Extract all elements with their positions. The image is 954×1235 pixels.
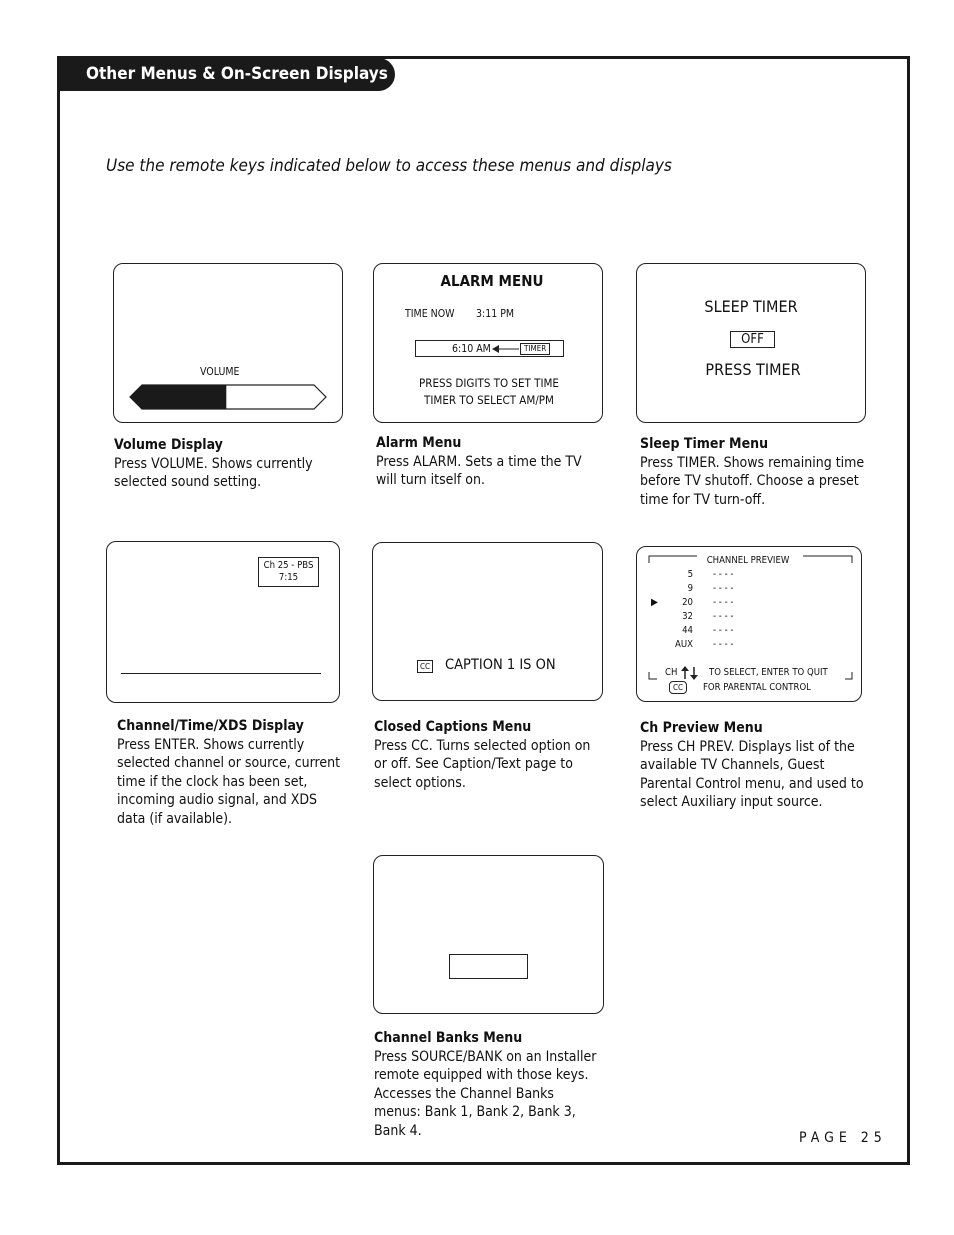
- alarm-time-now-value: 3:11 PM: [476, 308, 515, 320]
- banks-caption-title: Channel Banks Menu: [374, 1030, 523, 1046]
- captions-screen: [372, 542, 603, 701]
- alarm-time-value: 6:10 AM: [452, 343, 491, 355]
- preview-caption-title: Ch Preview Menu: [640, 720, 763, 736]
- up-down-arrows-icon: [679, 666, 701, 680]
- channel-display-caption-body: Press ENTER. Shows currently selected channel or source, current time if the clock has been set, incoming audio signal, and XDS data (if available).: [117, 736, 341, 827]
- sleep-caption: [640, 435, 870, 509]
- alarm-time-now-label: TIME NOW: [405, 308, 455, 320]
- channel-display-caption: [117, 717, 347, 829]
- alarm-hint-2: TIMER TO SELECT AM/PM: [424, 393, 554, 407]
- channel-info-line-2: 7:15: [278, 571, 299, 583]
- banks-screen: [373, 855, 604, 1014]
- selection-arrow-icon: ▶: [651, 597, 658, 608]
- sleep-footer: PRESS TIMER: [705, 360, 801, 379]
- banks-caption: [374, 1029, 604, 1141]
- preview-channel-number: 5: [687, 569, 693, 580]
- preview-ch-label: CH: [665, 667, 678, 678]
- list-item[interactable]: [637, 638, 863, 652]
- preview-screen: [636, 546, 862, 702]
- volume-caption-body: Press VOLUME. Shows currently selected sound setting.: [114, 455, 313, 491]
- volume-bar: [128, 383, 328, 413]
- alarm-caption-body: Press ALARM. Sets a time the TV will turn itself on.: [376, 453, 582, 489]
- volume-caption: [114, 436, 339, 492]
- preview-channel-list: [637, 568, 863, 652]
- alarm-timer-tag: TIMER: [520, 343, 550, 355]
- sleep-value-box: OFF: [730, 331, 775, 348]
- banks-caption-body: Press SOURCE/BANK on an Installer remote equipped with those keys. Accesses the Channel Banks menus: Bank 1, Bank 2, Bank 3, Bank 4.: [374, 1048, 597, 1139]
- cc-icon: CC: [417, 660, 433, 673]
- alarm-hint-1: PRESS DIGITS TO SET TIME: [419, 376, 559, 390]
- volume-screen: [113, 263, 343, 423]
- channel-info-line-1: Ch 25 - PBS: [263, 560, 314, 571]
- sleep-screen: [636, 263, 866, 423]
- preview-channel-number: 20: [682, 597, 693, 608]
- preview-channel-number: 9: [687, 583, 693, 594]
- volume-caption-title: Volume Display: [114, 437, 223, 453]
- xds-line: [121, 673, 321, 674]
- list-item[interactable]: [637, 624, 863, 638]
- alarm-screen: [373, 263, 603, 423]
- preview-channel-number: 32: [682, 611, 693, 622]
- alarm-caption: [376, 434, 601, 490]
- alarm-caption-title: Alarm Menu: [376, 435, 462, 451]
- preview-channel-number: 44: [682, 625, 693, 636]
- sleep-caption-body: Press TIMER. Shows remaining time before TV shutoff. Choose a preset time for TV turn-off.: [640, 454, 865, 508]
- volume-label: VOLUME: [200, 366, 240, 378]
- preview-caption: [640, 719, 872, 812]
- captions-caption-body: Press CC. Turns selected option on or off. See Caption/Text page to select options.: [374, 737, 591, 791]
- banks-box: [449, 954, 528, 979]
- channel-info-box: [258, 557, 319, 587]
- preview-caption-body: Press CH PREV. Displays list of the available TV Channels, Guest Parental Control menu, and used to select Auxiliary input source.: [640, 738, 864, 811]
- intro-text: Use the remote keys indicated below to access these menus and displays: [106, 156, 672, 176]
- section-header: Other Menus & On-Screen Displays: [57, 58, 395, 91]
- sleep-screen-title: SLEEP TIMER: [704, 297, 798, 316]
- cc-icon: CC: [669, 681, 687, 694]
- preview-channel-name: - - - -: [713, 569, 734, 580]
- preview-channel-number: AUX: [675, 639, 693, 650]
- captions-caption: [374, 718, 604, 792]
- preview-channel-name: - - - -: [713, 597, 734, 608]
- preview-channel-name: - - - -: [713, 583, 734, 594]
- list-item[interactable]: [637, 596, 863, 610]
- captions-caption-title: Closed Captions Menu: [374, 719, 532, 735]
- sleep-caption-title: Sleep Timer Menu: [640, 436, 769, 452]
- preview-title: CHANNEL PREVIEW: [706, 555, 790, 566]
- preview-channel-name: - - - -: [713, 625, 734, 636]
- preview-hint-2: FOR PARENTAL CONTROL: [703, 682, 811, 693]
- list-item[interactable]: [637, 610, 863, 624]
- arrow-left-icon: [491, 343, 521, 355]
- caption-status-text: CAPTION 1 IS ON: [445, 657, 556, 673]
- list-item[interactable]: [637, 582, 863, 596]
- volume-fill: [130, 385, 226, 409]
- list-item[interactable]: [637, 568, 863, 582]
- preview-hint-1: TO SELECT, ENTER TO QUIT: [709, 667, 828, 678]
- preview-channel-name: - - - -: [713, 639, 734, 650]
- alarm-screen-title: ALARM MENU: [440, 272, 544, 290]
- page-number: PAGE 25: [799, 1130, 887, 1146]
- channel-display-caption-title: Channel/Time/XDS Display: [117, 718, 304, 734]
- channel-display-screen: [106, 541, 340, 703]
- preview-channel-name: - - - -: [713, 611, 734, 622]
